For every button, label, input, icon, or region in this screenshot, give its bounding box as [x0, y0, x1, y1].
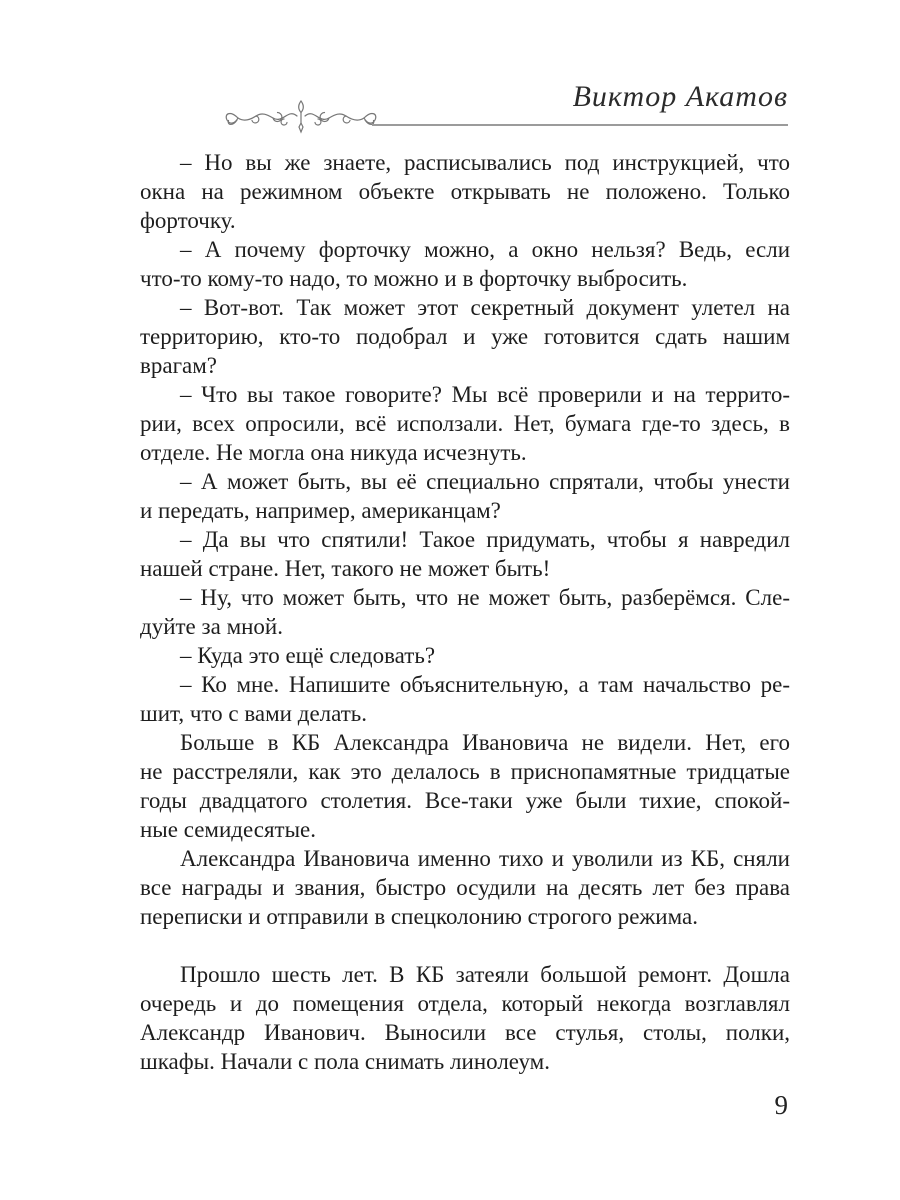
text-line: – Вот-вот. Так может этот секретный документ улетел на [180, 295, 790, 320]
paragraph [140, 148, 790, 235]
text-line: – А может быть, вы её специально спрятали, чтобы унести [180, 469, 790, 494]
paragraph [140, 641, 790, 670]
text-line: – Куда это ещё следовать? [180, 643, 436, 668]
text-line: отделе. Не могла она никуда исчезнуть. [140, 440, 527, 465]
header-rule [372, 124, 788, 126]
text-line: Александр Иванович. Выносили все стулья, столы, полки, [140, 1020, 790, 1045]
text-line: нашей стране. Нет, такого не может быть! [140, 556, 551, 581]
text-line: форточку. [140, 208, 236, 233]
text-line: годы двадцатого столетия. Все-таки уже были тихие, спокой- [140, 788, 790, 813]
paragraph [140, 235, 790, 293]
paragraph [140, 525, 790, 583]
paragraph [140, 467, 790, 525]
text-line: Прошло шесть лет. В КБ затеяли большой ремонт. Дошла [180, 962, 790, 987]
text-line: и передать, например, американцам? [140, 498, 501, 523]
running-head-author: Виктор Акатов [572, 80, 788, 113]
paragraph [140, 380, 790, 467]
paragraph [140, 728, 790, 844]
paragraph [140, 583, 790, 641]
text-line: что-то кому-то надо, то можно и в форточку выбросить. [140, 266, 688, 291]
text-line: не расстреляли, как это делалось в приснопамятные тридцатые [140, 759, 790, 784]
page-number: 9 [774, 1090, 788, 1120]
page-body [140, 148, 790, 1076]
text-line: Больше в КБ Александра Ивановича не видели. Нет, его [180, 730, 790, 755]
text-line: – Ну, что может быть, что не может быть, разберёмся. Сле- [180, 585, 790, 610]
paragraph [140, 293, 790, 380]
text-line: шит, что с вами делать. [140, 701, 368, 726]
text-line: – Ко мне. Напишите объяснительную, а там начальство ре- [180, 672, 790, 697]
floral-flourish-icon [222, 98, 380, 134]
text-line: рии, всех опросили, всё исползали. Нет, бумага где-то здесь, в [140, 411, 790, 436]
text-line: ные семидесятые. [140, 817, 317, 842]
text-line: территорию, кто-то подобрал и уже готовится сдать нашим [140, 324, 790, 349]
paragraph [140, 670, 790, 728]
text-line: очередь и до помещения отдела, который некогда возглавлял [140, 991, 790, 1016]
text-line: врагам? [140, 353, 217, 378]
text-line: дуйте за мной. [140, 614, 283, 639]
text-line: шкафы. Начали с пола снимать линолеум. [140, 1049, 550, 1074]
paragraph [140, 960, 790, 1076]
text-line: – А почему форточку можно, а окно нельзя? Ведь, если [180, 237, 790, 262]
text-line: – Но вы же знаете, расписывались под инструкцией, что [180, 150, 790, 175]
text-line: окна на режимном объекте открывать не положено. Только [140, 179, 790, 204]
text-line: все награды и звания, быстро осудили на десять лет без права [140, 875, 790, 900]
text-line: переписки и отправили в спецколонию строгого режима. [140, 904, 698, 929]
text-line: – Да вы что спятили! Такое придумать, чтобы я навредил [180, 527, 790, 552]
text-line: Александра Ивановича именно тихо и уволили из КБ, сняли [180, 846, 790, 871]
text-line: – Что вы такое говорите? Мы всё проверили и на террито- [180, 382, 790, 407]
paragraph [140, 844, 790, 931]
